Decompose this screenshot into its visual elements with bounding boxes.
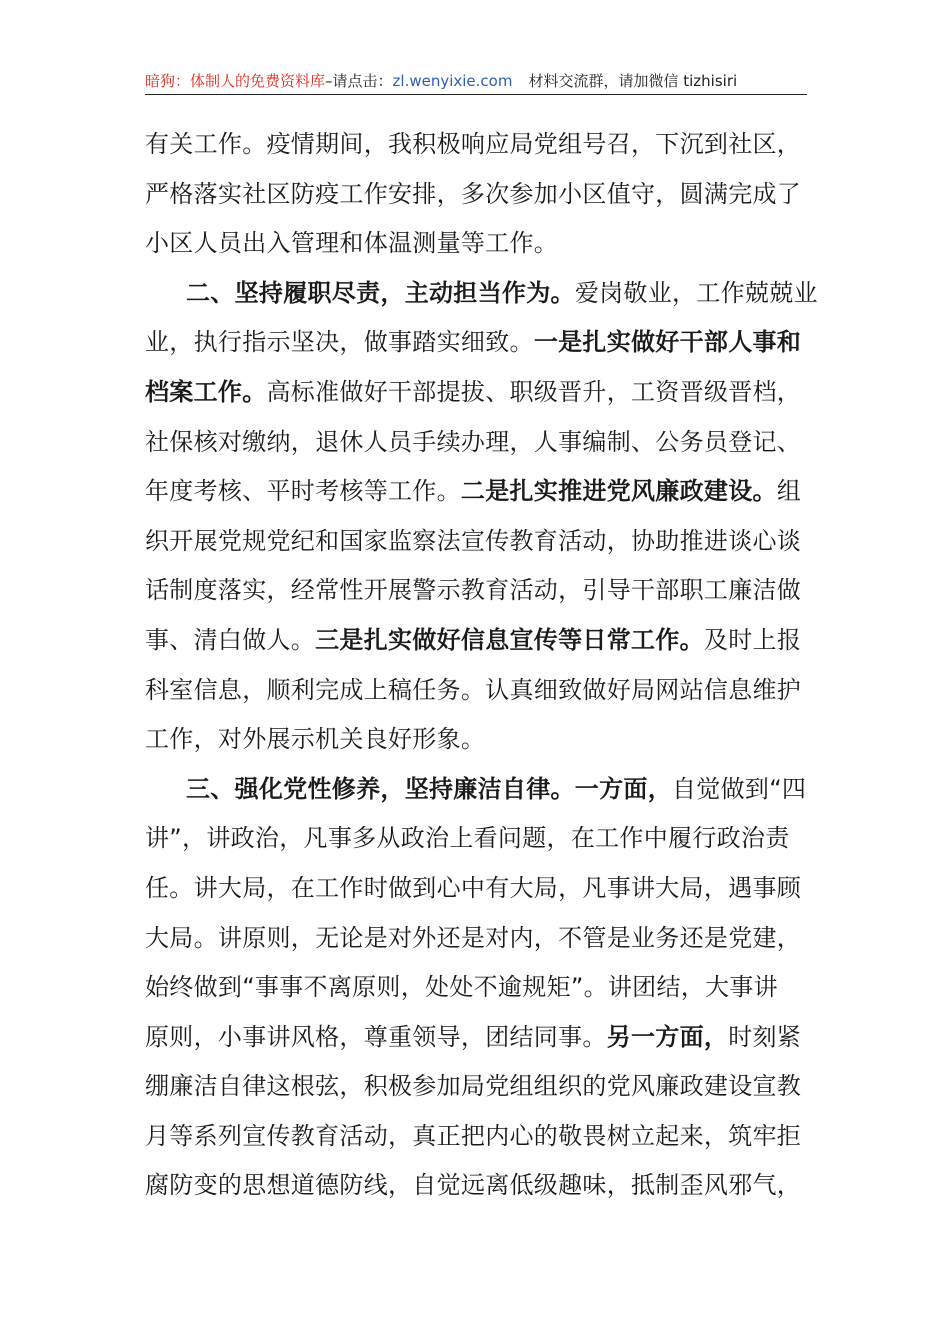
text-run: 任。讲大局，在工作时做到心中有大局，凡事讲大局，遇事顾 <box>145 873 802 902</box>
text-run: 工作，对外展示机关良好形象。 <box>145 725 486 754</box>
text-line <box>145 616 815 666</box>
text-line <box>145 914 815 964</box>
text-run: 业，执行指示坚决，做事踏实细致。 <box>145 328 534 357</box>
text-run: 腐防变的思想道德防线，自觉远离低级趣味，抵制歪风邪气， <box>145 1171 802 1200</box>
text-run: 织开展党规党纪和国家监察法宣传教育活动，协助推进谈心谈 <box>145 526 802 555</box>
text-run: 严格落实社区防疫工作安排，多次参加小区值守，圆满完成了 <box>145 179 802 208</box>
text-run: 爱岗敬业，工作兢兢业 <box>574 278 818 307</box>
text-run: 自觉做到“四 <box>672 774 807 803</box>
section-heading-line <box>145 765 815 815</box>
text-line <box>145 566 815 616</box>
text-run: 绷廉洁自律这根弦，积极参加局党组组织的党风廉政建设宣教 <box>145 1072 802 1101</box>
text-run: 小区人员出入管理和体温测量等工作。 <box>145 229 559 258</box>
bold-text-run: 三、强化党性修养，坚持廉洁自律。一方面， <box>186 774 672 803</box>
text-line <box>145 368 815 418</box>
text-run: 及时上报 <box>703 625 802 654</box>
text-run: 时刻紧 <box>728 1022 802 1051</box>
text-run: 有关工作。疫情期间，我积极响应局党组号召，下沉到社区， <box>145 130 802 158</box>
bold-text-run: 另一方面， <box>606 1022 729 1051</box>
header-url-link[interactable]: zl.wenyixie.com <box>392 72 513 90</box>
text-run: 原则，小事讲风格，尊重领导，团结同事。 <box>145 1022 607 1051</box>
text-run: 月等系列宣传教育活动，真正把内心的敬畏树立起来，筑牢拒 <box>145 1121 802 1150</box>
bold-text-run: 档案工作。 <box>145 377 267 406</box>
document-body <box>145 120 818 1211</box>
text-line <box>145 715 815 765</box>
text-run: 组 <box>776 477 802 506</box>
text-run: 科室信息，顺利完成上稿任务。认真细致做好局网站信息维护 <box>145 675 802 704</box>
text-line <box>145 467 815 517</box>
text-run: 大局。讲原则，无论是对外还是对内，不管是业务还是党建， <box>145 923 802 952</box>
text-line <box>145 963 815 1013</box>
text-run: 事、清白做人。 <box>145 625 316 654</box>
bold-text-run: 一是扎实做好干部人事和 <box>533 328 802 357</box>
text-line <box>145 1062 815 1112</box>
section-heading-line <box>145 269 818 319</box>
text-run: 社保核对缴纳，退休人员手续办理，人事编制、公务员登记、 <box>145 427 802 456</box>
page-header <box>145 68 807 95</box>
text-line <box>145 120 815 170</box>
bold-text-run: 二是扎实推进党风廉政建设。 <box>460 477 777 506</box>
text-run: 讲”，讲政治，凡事多从政治上看问题，在工作中履行政治责 <box>145 824 790 853</box>
text-run: 年度考核、平时考核等工作。 <box>145 477 461 506</box>
text-line <box>145 814 815 864</box>
text-line <box>145 517 815 567</box>
text-run: 高标准做好干部提拔、职级晋升，工资晋级晋档， <box>266 377 802 406</box>
bold-text-run: 三是扎实做好信息宣传等日常工作。 <box>315 625 704 654</box>
text-line <box>145 864 815 914</box>
text-line <box>145 170 815 220</box>
text-line <box>145 1112 815 1162</box>
text-line <box>145 418 815 468</box>
text-run: 话制度落实，经常性开展警示教育活动，引导干部职工廉洁做 <box>145 576 802 605</box>
text-line <box>145 318 815 368</box>
text-line <box>145 666 815 716</box>
text-run: 始终做到“事事不离原则，处处不逾规矩”。讲团结，大事讲 <box>145 973 778 1002</box>
bold-text-run: 二、坚持履职尽责，主动担当作为。 <box>186 278 575 307</box>
header-site-label: 暗狗：体制人的免费资料库 <box>145 72 326 90</box>
text-line <box>145 219 815 269</box>
text-line <box>145 1161 815 1211</box>
text-line <box>145 1013 815 1063</box>
header-click-prompt: –请点击： <box>325 72 393 90</box>
header-group-note: 材料交流群，请加微信 tizhisiri <box>528 72 738 90</box>
